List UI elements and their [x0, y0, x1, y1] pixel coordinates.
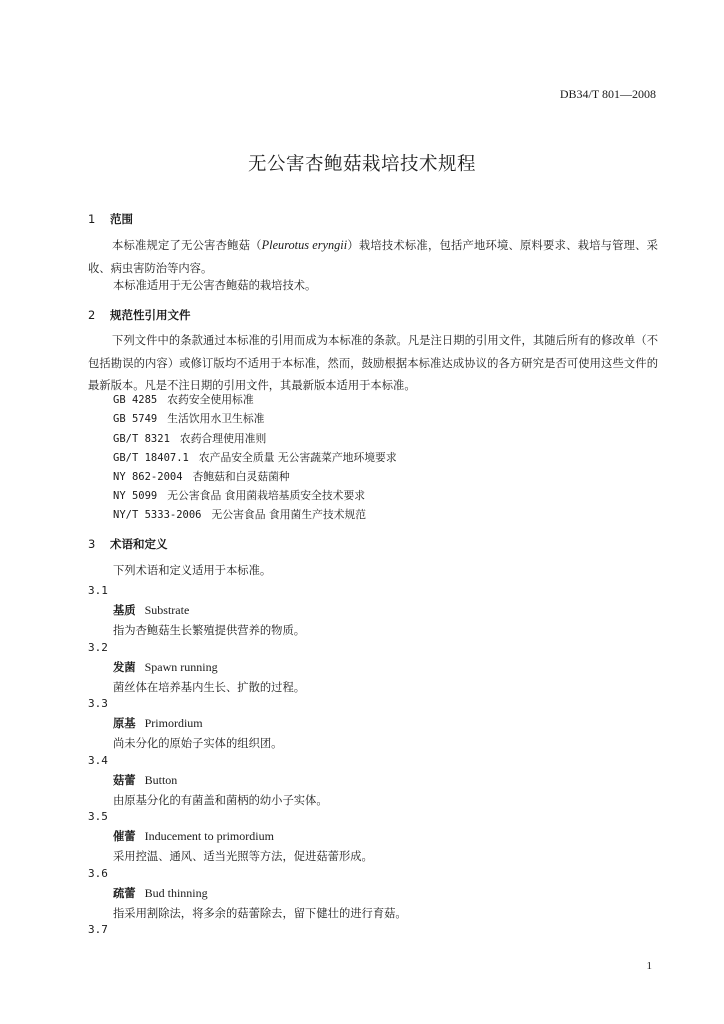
term-en: Substrate: [144, 603, 190, 617]
reference-item: [113, 450, 397, 465]
reference-item: [113, 411, 264, 426]
subsection-number: 3.5: [88, 810, 108, 823]
section-3-intro: 下列术语和定义适用于本标准。: [113, 564, 272, 577]
term-definition: 菌丝体在培养基内生长、扩散的过程。: [113, 681, 306, 694]
document-title: 无公害杏鲍菇栽培技术规程: [247, 154, 476, 175]
subsection-number: 3.3: [88, 697, 108, 710]
term-en: Button: [144, 773, 178, 787]
section-title: 范围: [110, 212, 134, 226]
term-definition: 由原基分化的有菌盖和菌柄的幼小子实体。: [113, 794, 328, 807]
section-number: 3: [88, 537, 96, 551]
ref-title: 农药安全使用标准: [167, 393, 254, 406]
term-zh: 菇蕾: [113, 774, 136, 787]
subsection-number: 3.1: [88, 584, 108, 597]
term-zh: 疏蕾: [113, 887, 136, 900]
term-en: Inducement to primordium: [144, 829, 274, 843]
section-2-heading: [88, 307, 191, 323]
ref-title: 农产品安全质量 无公害蔬菜产地环境要求: [198, 451, 397, 464]
term-definition: 指采用割除法，将多余的菇蕾除去，留下健壮的进行育菇。: [113, 907, 407, 920]
term-definition: 尚未分化的原始子实体的组织团。: [113, 737, 283, 750]
term-heading: [113, 602, 189, 618]
ref-code: GB/T 8321: [113, 433, 170, 445]
section-1-paragraph-1: [88, 234, 658, 280]
ref-title: 无公害食品 食用菌栽培基质安全技术要求: [167, 489, 366, 502]
term-heading: [113, 772, 177, 788]
reference-item: [113, 469, 290, 484]
page-number: 1: [646, 960, 652, 972]
term-zh: 原基: [113, 717, 136, 730]
section-title: 规范性引用文件: [110, 308, 191, 322]
ref-code: GB 4285: [113, 394, 158, 406]
text: 本标准规定了无公害杏鲍菇（: [112, 239, 262, 252]
ref-code: NY/T 5333-2006: [113, 509, 202, 521]
ref-code: GB 5749: [113, 413, 158, 425]
term-heading: [113, 659, 218, 675]
ref-title: 无公害食品 食用菌生产技术规范: [211, 508, 367, 521]
subsection-number: 3.4: [88, 754, 108, 767]
reference-item: [113, 431, 266, 446]
term-definition: 采用控温、通风、适当光照等方法，促进菇蕾形成。: [113, 850, 373, 863]
term-en: Bud thinning: [144, 886, 208, 900]
ref-code: NY 862-2004: [113, 471, 183, 483]
ref-code: NY 5099: [113, 490, 158, 502]
section-1-heading: [88, 211, 133, 227]
term-en: Primordium: [144, 716, 203, 730]
term-zh: 发菌: [113, 661, 136, 674]
text: ）栽培技术标准，包括产地环境、原料要求、栽培与管理、采收、病虫害防治等内容。: [88, 239, 658, 275]
term-heading: [113, 715, 203, 731]
term-zh: 催蕾: [113, 830, 136, 843]
section-number: 2: [88, 308, 96, 322]
term-heading: [113, 828, 274, 844]
section-2-intro: 下列文件中的条款通过本标准的引用而成为本标准的条款。凡是注日期的引用文件，其随后所有的修改单（不包括勘误的内容）或修订版均不适用于本标准，然而，鼓励根据本标准达成协议的各方研究是否可使用这些文件的最新版本。凡是不注日期的引用文件，其最新版本适用于本标准。: [88, 334, 658, 393]
ref-title: 杏鲍菇和白灵菇菌种: [192, 470, 290, 483]
latin-name: Pleurotus eryngii: [261, 238, 348, 252]
ref-code: GB/T 18407.1: [113, 452, 189, 464]
reference-item: [113, 392, 254, 407]
reference-item: [113, 507, 366, 522]
term-zh: 基质: [113, 604, 136, 617]
section-3-heading: [88, 536, 168, 552]
term-heading: [113, 885, 208, 901]
section-number: 1: [88, 212, 96, 226]
reference-item: [113, 488, 365, 503]
subsection-number: 3.2: [88, 641, 108, 654]
subsection-number: 3.7: [88, 923, 108, 936]
term-definition: 指为杏鲍菇生长繁殖提供营养的物质。: [113, 624, 306, 637]
subsection-number: 3.6: [88, 867, 108, 880]
ref-title: 生活饮用水卫生标准: [167, 412, 265, 425]
term-en: Spawn running: [144, 660, 218, 674]
standard-number: DB34/T 801—2008: [559, 87, 656, 101]
ref-title: 农药合理使用准则: [179, 432, 267, 445]
section-1-paragraph-2: 本标准适用于无公害杏鲍菇的栽培技术。: [113, 279, 317, 292]
section-title: 术语和定义: [110, 537, 168, 551]
